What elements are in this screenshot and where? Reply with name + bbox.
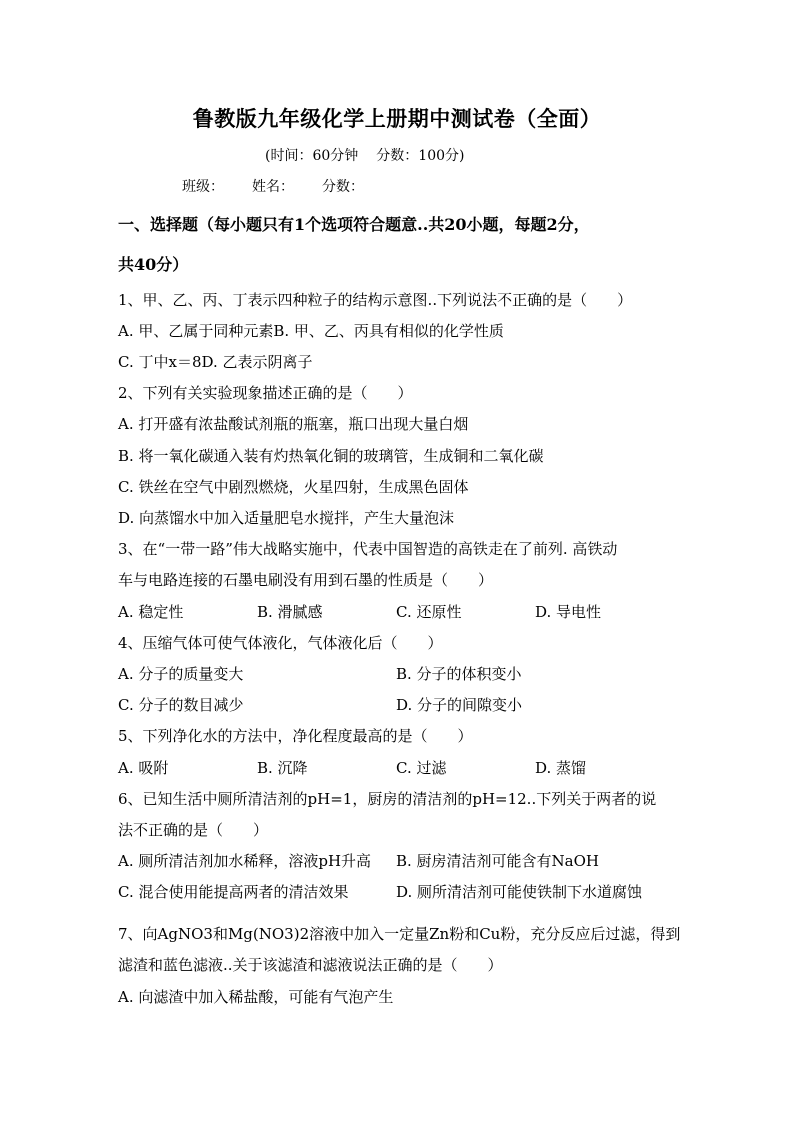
question-2-option-b: B. 将一氧化碳通入装有灼热氧化铜的玻璃管，生成铜和二氧化碳	[118, 447, 544, 465]
question-5-option-b: B. 沉降	[257, 759, 308, 777]
exam-info	[265, 145, 482, 165]
question-5-option-c: C. 过滤	[396, 759, 447, 777]
time-info: (时间：60分钟	[265, 148, 359, 164]
question-5-stem: 5、下列净化水的方法中，净化程度最高的是（ ）	[118, 727, 473, 745]
question-2-option-a: A. 打开盛有浓盐酸试剂瓶的瓶塞，瓶口出现大量白烟	[118, 415, 469, 433]
question-6-option-a: A. 厕所清洁剂加水稀释，溶液pH升高	[118, 852, 372, 870]
question-3-option-b: B. 滑腻感	[257, 603, 323, 621]
question-6-stem-line1: 6、已知生活中厕所清洁剂的pH=1，厨房的清洁剂的pH=12..下列关于两者的说	[118, 790, 657, 808]
question-7-stem-line2: 滤渣和蓝色滤液..关于该滤渣和滤液说法正确的是（ ）	[118, 956, 503, 974]
question-3-option-d: D. 导电性	[535, 603, 602, 621]
question-3-option-c: C. 还原性	[396, 603, 462, 621]
section-heading-line1: 一、选择题（每小题只有1个选项符合题意..共20小题，每题2分，	[118, 215, 590, 234]
name-label: 姓名：	[252, 179, 294, 195]
question-7-stem-line1: 7、向AgNO3和Mg(NO3)2溶液中加入一定量Zn粉和Cu粉，充分反应后过滤，得到	[118, 925, 681, 943]
question-3-stem-line1: 3、在“一带一路”伟大战略实施中，代表中国智造的高铁走在了前列. 高铁动	[118, 540, 618, 558]
question-2-option-d: D. 向蒸馏水中加入适量肥皂水搅拌，产生大量泡沫	[118, 509, 455, 527]
question-4-option-d: D. 分子的间隙变小	[396, 696, 523, 714]
question-3-stem-line2: 车与电路连接的石墨电刷没有用到石墨的性质是（ ）	[118, 571, 494, 589]
question-4-stem: 4、压缩气体可使气体液化，气体液化后（ ）	[118, 634, 443, 652]
question-2-option-c: C. 铁丝在空气中剧烈燃烧，火星四射，生成黑色固体	[118, 478, 469, 496]
page-title: 鲁教版九年级化学上册期中测试卷（全面）	[192, 106, 602, 131]
score-label: 分数：	[322, 179, 364, 195]
question-6-option-d: D. 厕所清洁剂可能使铁制下水道腐蚀	[396, 883, 643, 901]
question-3-option-a: A. 稳定性	[118, 603, 184, 621]
question-4-option-c: C. 分子的数目减少	[118, 696, 244, 714]
question-1-stem: 1、甲、乙、丙、丁表示四种粒子的结构示意图..下列说法不正确的是（ ）	[118, 291, 633, 309]
question-4-option-b: B. 分子的体积变小	[396, 665, 522, 683]
question-5-option-a: A. 吸附	[118, 759, 169, 777]
question-7-option-a: A. 向滤渣中加入稀盐酸，可能有气泡产生	[118, 988, 394, 1006]
question-6-stem-line2: 法不正确的是（ ）	[118, 821, 269, 839]
question-6-option-c: C. 混合使用能提高两者的清洁效果	[118, 883, 349, 901]
student-info	[182, 176, 364, 196]
section-heading-line2: 共40分）	[118, 255, 189, 274]
question-1-options-ab: A. 甲、乙属于同种元素B. 甲、乙、丙具有相似的化学性质	[118, 322, 504, 340]
score-info: 分数：100分)	[376, 148, 465, 164]
question-2-stem: 2、下列有关实验现象描述正确的是（ ）	[118, 384, 413, 402]
question-6-option-b: B. 厨房清洁剂可能含有NaOH	[396, 852, 600, 870]
question-1-options-cd: C. 丁中x＝8D. 乙表示阴离子	[118, 353, 313, 371]
question-4-option-a: A. 分子的质量变大	[118, 665, 244, 683]
class-label: 班级：	[182, 179, 224, 195]
question-5-option-d: D. 蒸馏	[535, 759, 587, 777]
